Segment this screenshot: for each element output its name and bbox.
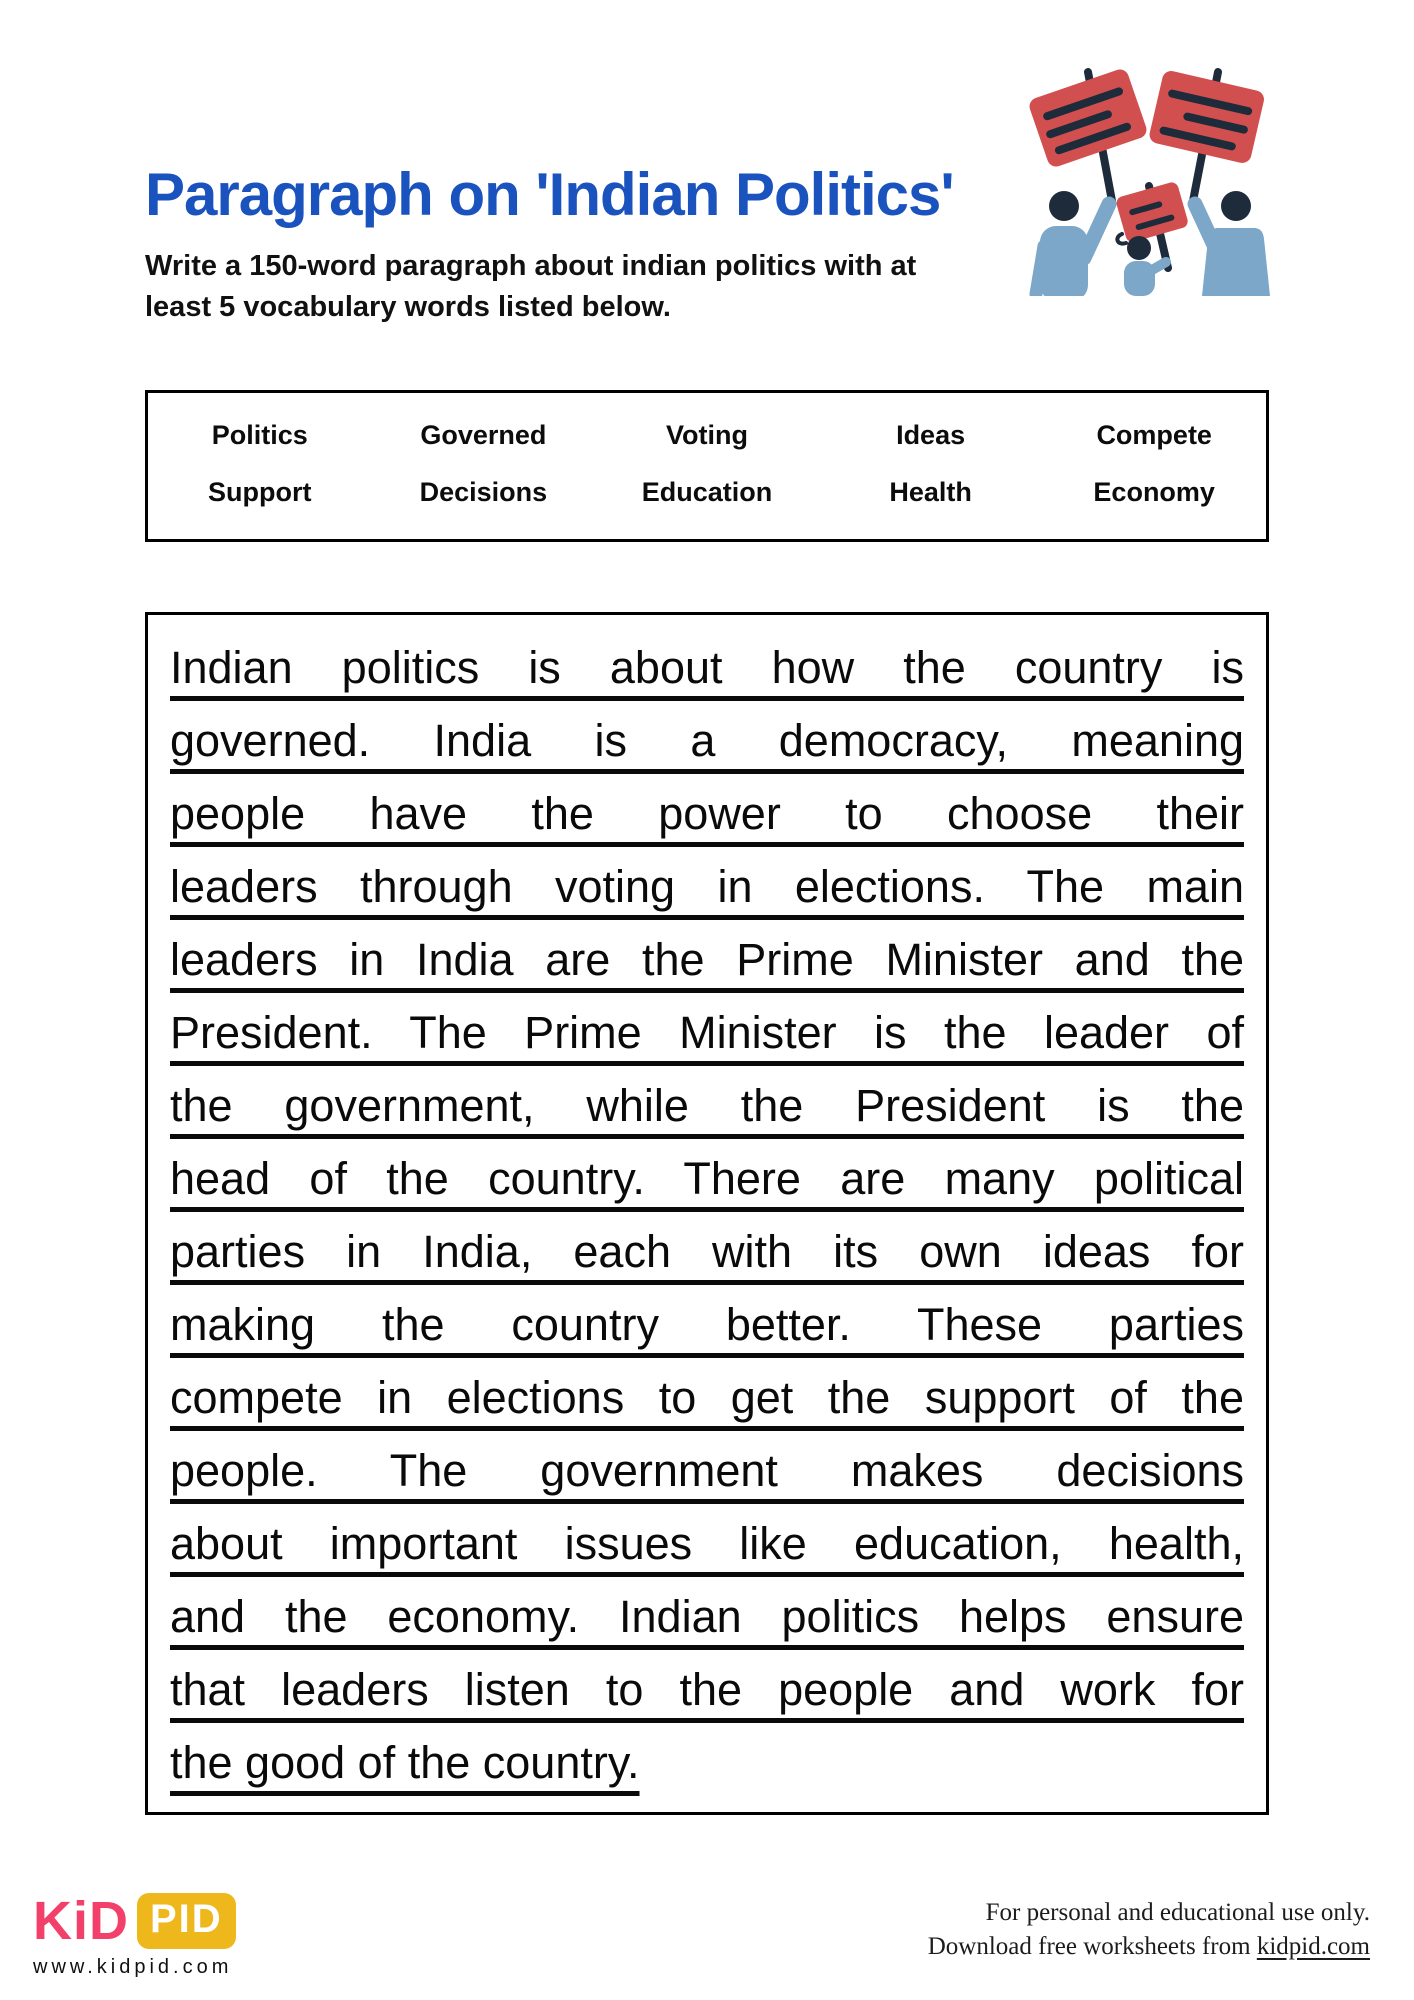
paragraph-line: head of the country. There are many political bbox=[170, 1153, 1244, 1204]
subtitle-line-2: least 5 vocabulary words listed below. bbox=[145, 291, 671, 323]
usage-note-line-2 bbox=[928, 1930, 1370, 1964]
protest-sign-small-icon bbox=[1115, 181, 1189, 244]
person-right-icon bbox=[1195, 191, 1270, 296]
vocab-word-voting: Voting bbox=[666, 420, 748, 450]
usage-note-line-1: For personal and educational use only. bbox=[985, 1899, 1370, 1926]
paragraph-line: and the economy. Indian politics helps ensure bbox=[170, 1591, 1244, 1642]
protest-people-illustration bbox=[1012, 46, 1272, 296]
vocabulary-box bbox=[145, 390, 1269, 542]
paragraph-line: people. The government makes decisions bbox=[170, 1445, 1244, 1496]
paragraph-line: President. The Prime Minister is the leader of bbox=[170, 1007, 1244, 1058]
logo-kid-text: KiD bbox=[33, 1891, 129, 1951]
vocab-word-compete: Compete bbox=[1096, 420, 1212, 450]
paragraph-line: about important issues like education, health, bbox=[170, 1518, 1244, 1569]
paragraph-line: leaders in India are the Prime Minister and the bbox=[170, 934, 1244, 985]
paragraph-line: the government, while the President is the bbox=[170, 1080, 1244, 1131]
paragraph-box bbox=[145, 612, 1269, 1815]
vocabulary-grid bbox=[148, 393, 1266, 539]
protest-sign-left-icon bbox=[1027, 67, 1149, 169]
kidpid-link[interactable]: kidpid.com bbox=[1256, 1933, 1370, 1960]
download-note-text: Download free worksheets from bbox=[927, 1933, 1257, 1960]
paragraph-line: making the country better. These parties bbox=[170, 1299, 1244, 1350]
paragraph-line: governed. India is a democracy, meaning bbox=[170, 715, 1244, 766]
vocab-word-ideas: Ideas bbox=[896, 420, 966, 450]
page-title: Paragraph on 'Indian Politics' bbox=[145, 161, 954, 228]
paragraph-line: that leaders listen to the people and work for bbox=[170, 1664, 1244, 1715]
vocab-word-governed: Governed bbox=[420, 420, 547, 450]
vocab-word-support: Support bbox=[208, 477, 312, 507]
paragraph-line: Indian politics is about how the country is bbox=[170, 642, 1244, 693]
vocab-word-education: Education bbox=[641, 477, 773, 507]
paragraph-line: people have the power to choose their bbox=[170, 788, 1244, 839]
person-left-icon bbox=[1036, 191, 1109, 296]
paragraph-line: leaders through voting in elections. The main bbox=[170, 861, 1244, 912]
website-url[interactable]: www.kidpid.com bbox=[33, 1956, 233, 1978]
usage-note bbox=[928, 1896, 1370, 1964]
logo-pid-badge: PID bbox=[137, 1893, 236, 1949]
paragraph-line: compete in elections to get the support of the bbox=[170, 1372, 1244, 1423]
vocab-word-decisions: Decisions bbox=[419, 477, 548, 507]
protest-sign-right-icon bbox=[1148, 69, 1266, 164]
paragraph-line: parties in India, each with its own ideas for bbox=[170, 1226, 1244, 1277]
kidpid-logo bbox=[33, 1890, 236, 1979]
vocab-word-economy: Economy bbox=[1093, 477, 1215, 507]
subtitle-line-1: Write a 150-word paragraph about indian politics with at bbox=[145, 250, 917, 282]
page-subtitle bbox=[145, 246, 916, 328]
vocab-word-politics: Politics bbox=[211, 420, 308, 450]
vocab-word-health: Health bbox=[889, 477, 972, 507]
paragraph-line: the good of the country. bbox=[170, 1737, 640, 1788]
